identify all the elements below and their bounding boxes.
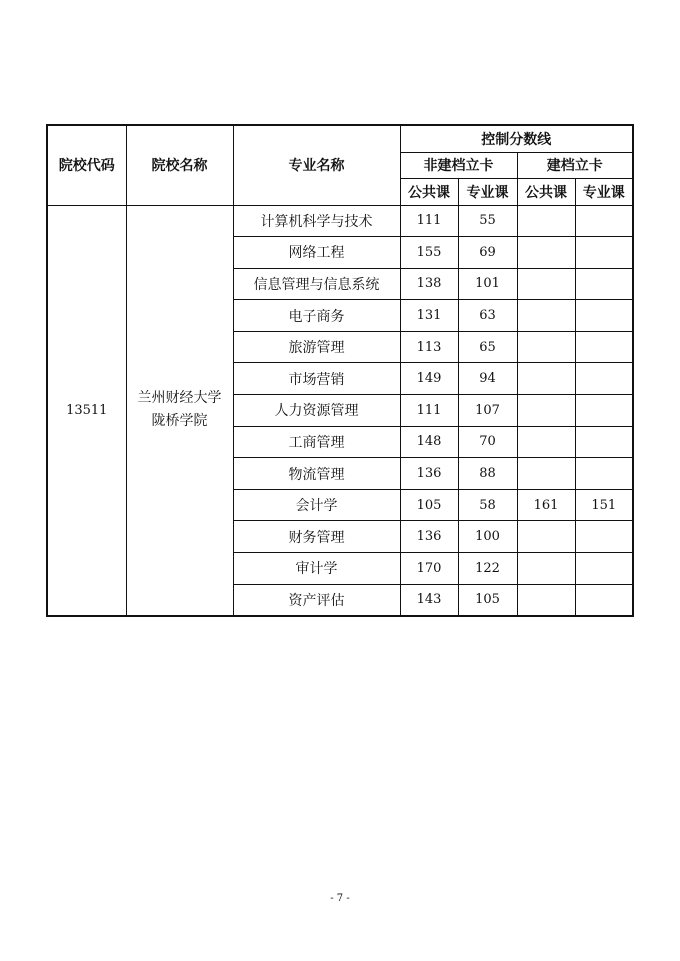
archive-major-cell: 151 [575, 489, 633, 521]
non-archive-public-cell: 136 [400, 521, 458, 553]
non-archive-major-cell: 55 [458, 205, 517, 237]
non-archive-major-cell: 100 [458, 521, 517, 553]
non-archive-major-cell: 101 [458, 268, 517, 300]
non-archive-major-cell: 63 [458, 300, 517, 332]
header-archive-public: 公共课 [517, 178, 575, 205]
archive-major-cell [575, 395, 633, 427]
non-archive-public-cell: 111 [400, 205, 458, 237]
major-name-cell: 会计学 [233, 489, 400, 521]
non-archive-public-cell: 148 [400, 426, 458, 458]
major-name-cell: 旅游管理 [233, 331, 400, 363]
header-school-code: 院校代码 [47, 125, 126, 205]
major-name-cell: 物流管理 [233, 458, 400, 490]
archive-public-cell: 161 [517, 489, 575, 521]
non-archive-major-cell: 58 [458, 489, 517, 521]
non-archive-public-cell: 143 [400, 584, 458, 616]
major-name-cell: 资产评估 [233, 584, 400, 616]
non-archive-public-cell: 170 [400, 553, 458, 585]
archive-major-cell [575, 300, 633, 332]
archive-public-cell [517, 205, 575, 237]
archive-major-cell [575, 363, 633, 395]
non-archive-major-cell: 94 [458, 363, 517, 395]
archive-public-cell [517, 268, 575, 300]
non-archive-public-cell: 111 [400, 395, 458, 427]
archive-major-cell [575, 584, 633, 616]
archive-public-cell [517, 331, 575, 363]
page-number: - 7 - [330, 893, 350, 904]
major-name-cell: 工商管理 [233, 426, 400, 458]
major-name-cell: 审计学 [233, 553, 400, 585]
header-major-name: 专业名称 [233, 125, 400, 205]
non-archive-major-cell: 107 [458, 395, 517, 427]
school-name-cell [126, 205, 233, 616]
non-archive-major-cell: 69 [458, 237, 517, 269]
non-archive-major-cell: 70 [458, 426, 517, 458]
archive-public-cell [517, 237, 575, 269]
major-name-cell: 计算机科学与技术 [233, 205, 400, 237]
header-archive-major: 专业课 [575, 178, 633, 205]
school-name-line2: 陇桥学院 [151, 413, 208, 430]
archive-major-cell [575, 458, 633, 490]
archive-major-cell [575, 426, 633, 458]
archive-major-cell [575, 331, 633, 363]
archive-public-cell [517, 458, 575, 490]
header-archive: 建档立卡 [517, 152, 633, 178]
major-name-cell: 信息管理与信息系统 [233, 268, 400, 300]
archive-public-cell [517, 363, 575, 395]
archive-public-cell [517, 395, 575, 427]
non-archive-major-cell: 65 [458, 331, 517, 363]
archive-public-cell [517, 584, 575, 616]
non-archive-public-cell: 131 [400, 300, 458, 332]
header-non-archive-major: 专业课 [458, 178, 517, 205]
school-name-line1: 兰州财经大学 [137, 390, 222, 407]
major-name-cell: 市场营销 [233, 363, 400, 395]
major-name-cell: 人力资源管理 [233, 395, 400, 427]
non-archive-public-cell: 155 [400, 237, 458, 269]
major-name-cell: 电子商务 [233, 300, 400, 332]
header-non-archive-public: 公共课 [400, 178, 458, 205]
header-control-line: 控制分数线 [400, 125, 633, 152]
table-body [47, 205, 633, 616]
archive-public-cell [517, 521, 575, 553]
archive-public-cell [517, 426, 575, 458]
archive-major-cell [575, 237, 633, 269]
archive-major-cell [575, 521, 633, 553]
non-archive-major-cell: 105 [458, 584, 517, 616]
major-name-cell: 财务管理 [233, 521, 400, 553]
non-archive-major-cell: 88 [458, 458, 517, 490]
archive-major-cell [575, 553, 633, 585]
non-archive-public-cell: 138 [400, 268, 458, 300]
archive-major-cell [575, 268, 633, 300]
table-row [47, 205, 633, 237]
admission-score-table [46, 124, 634, 617]
header-non-archive: 非建档立卡 [400, 152, 517, 178]
archive-public-cell [517, 300, 575, 332]
non-archive-major-cell: 122 [458, 553, 517, 585]
non-archive-public-cell: 149 [400, 363, 458, 395]
school-code-cell: 13511 [47, 205, 126, 616]
archive-major-cell [575, 205, 633, 237]
non-archive-public-cell: 136 [400, 458, 458, 490]
header-school-name: 院校名称 [126, 125, 233, 205]
non-archive-public-cell: 113 [400, 331, 458, 363]
non-archive-public-cell: 105 [400, 489, 458, 521]
major-name-cell: 网络工程 [233, 237, 400, 269]
archive-public-cell [517, 553, 575, 585]
